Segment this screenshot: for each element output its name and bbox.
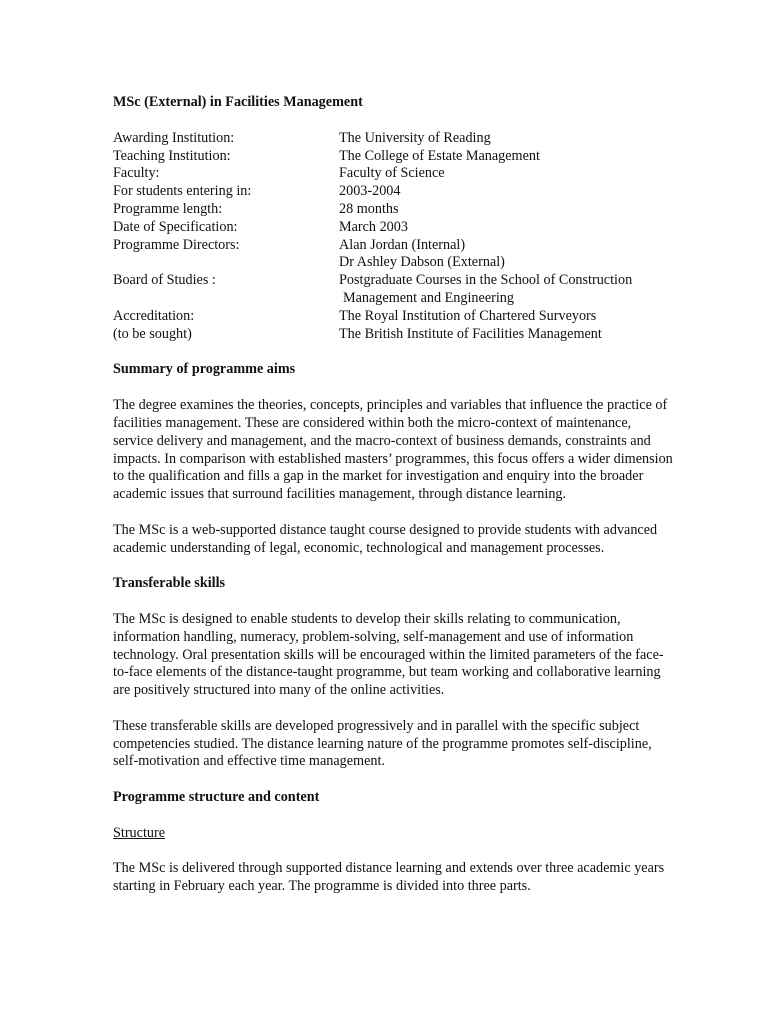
awarding-value: The University of Reading bbox=[339, 129, 491, 146]
date-row bbox=[113, 219, 673, 237]
director-external: Dr Ashley Dabson (External) bbox=[339, 254, 505, 271]
faculty-label: Faculty: bbox=[113, 165, 160, 182]
board-value-line-2: Management and Engineering bbox=[343, 289, 514, 306]
teaching-value: The College of Estate Management bbox=[339, 147, 540, 164]
awarding-label: Awarding Institution: bbox=[113, 129, 235, 146]
accreditation-row bbox=[113, 308, 673, 344]
awarding-row bbox=[113, 130, 673, 148]
document-title: MSc (External) in Facilities Management bbox=[113, 94, 363, 110]
summary-heading: Summary of programme aims bbox=[113, 361, 296, 378]
accreditation-label: Accreditation: bbox=[113, 307, 195, 324]
faculty-row bbox=[113, 165, 673, 183]
directors-value bbox=[339, 237, 673, 273]
structure-paragraph-1: The MSc is delivered through supported distance learning and extends over three academic years starting in February each year. The programme is divided into three parts. bbox=[113, 860, 665, 895]
summary-paragraph-2: The MSc is a web-supported distance taught course designed to provide students with advanced academic understanding of legal, economic, technological and management processes. bbox=[113, 521, 658, 556]
structure-heading: Programme structure and content bbox=[113, 788, 320, 805]
programme-details bbox=[113, 130, 673, 344]
faculty-value: Faculty of Science bbox=[339, 165, 445, 182]
directors-label: Programme Directors: bbox=[113, 236, 240, 253]
date-value: March 2003 bbox=[339, 218, 408, 235]
director-internal: Alan Jordan (Internal) bbox=[339, 236, 466, 253]
summary-paragraph-1: The degree examines the theories, concepts, principles and variables that influence the practice of facilities management. These are considered within both the micro-context of maintenance, service delivery and management, and the macro-context of business demands, constraints and impacts. In comparison with established masters’ programmes, this focus offers a wider dimension to the qualification and fills a gap in the market for investigation and enquiry into the broader academic issues that surround facilities management, through distance learning. bbox=[113, 397, 673, 503]
board-row bbox=[113, 272, 673, 308]
accreditation-value bbox=[339, 308, 673, 344]
board-value bbox=[339, 272, 673, 308]
length-row bbox=[113, 201, 673, 219]
accreditation-label-block bbox=[113, 308, 339, 344]
transferable-paragraph-1: The MSc is designed to enable students to develop their skills relating to communication, information handling, numeracy, problem-solving, self-management and use of information technology. Oral presentation skills will be encouraged within the limited parameters of the face-to-face elements of the distance-taught programme, but team working and collaborative learning are positively structured into many of the online activities. bbox=[113, 610, 664, 699]
transferable-heading: Transferable skills bbox=[113, 575, 226, 592]
structure-subheading: Structure bbox=[113, 824, 166, 841]
length-value: 28 months bbox=[339, 200, 399, 217]
document-page bbox=[113, 94, 673, 914]
transferable-paragraph-2: These transferable skills are developed progressively and in parallel with the specific subject competencies studied. The distance learning nature of the programme promotes self-discipline, self-motivation and effective time management. bbox=[113, 717, 652, 770]
date-label: Date of Specification: bbox=[113, 218, 238, 235]
entering-value: 2003-2004 bbox=[339, 183, 401, 200]
accreditation-rics: The Royal Institution of Chartered Surveyors bbox=[339, 307, 597, 324]
entering-label: For students entering in: bbox=[113, 183, 252, 200]
board-value-line-1: Postgraduate Courses in the School of Construction bbox=[339, 272, 633, 289]
entering-row bbox=[113, 183, 673, 201]
length-label: Programme length: bbox=[113, 200, 223, 217]
directors-row bbox=[113, 237, 673, 273]
accreditation-sub-label: (to be sought) bbox=[113, 325, 192, 342]
accreditation-bifm: The British Institute of Facilities Management bbox=[339, 325, 602, 342]
board-label: Board of Studies : bbox=[113, 272, 216, 289]
teaching-label: Teaching Institution: bbox=[113, 147, 231, 164]
teaching-row bbox=[113, 148, 673, 166]
